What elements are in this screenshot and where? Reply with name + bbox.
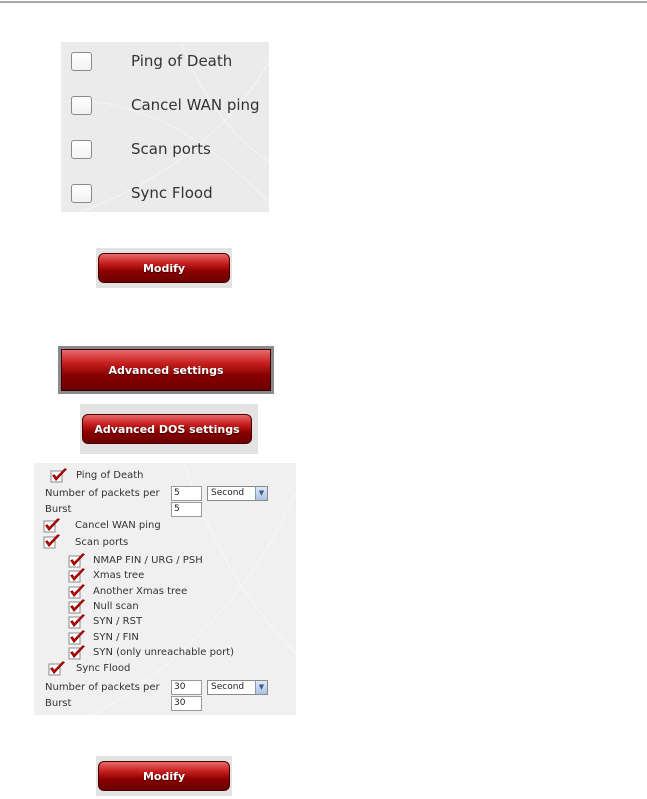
scan-ports-adv-checkbox[interactable] bbox=[43, 534, 61, 549]
sf-unit-select[interactable] bbox=[207, 680, 268, 695]
top-divider bbox=[0, 1, 647, 3]
sf-packets-label: Number of packets per bbox=[45, 682, 160, 693]
chevron-down-icon[interactable]: ▼ bbox=[255, 681, 267, 694]
ping-of-death-adv-label: Ping of Death bbox=[76, 470, 144, 481]
pod-packets-input[interactable]: 5 bbox=[171, 486, 202, 501]
cancel-wan-ping-checkbox[interactable] bbox=[71, 96, 92, 115]
basic-item-sync-flood bbox=[61, 174, 269, 212]
ping-of-death-label: Ping of Death bbox=[131, 52, 233, 70]
null-scan-label: Null scan bbox=[93, 601, 139, 612]
ping-of-death-checkbox[interactable] bbox=[71, 52, 92, 71]
advanced-settings-button[interactable]: Advanced settings bbox=[61, 349, 271, 391]
xmas-tree-checkbox[interactable] bbox=[68, 568, 86, 583]
sf-unit-value: Second bbox=[211, 682, 245, 692]
syn-fin-checkbox[interactable] bbox=[68, 630, 86, 645]
syn-fin-label: SYN / FIN bbox=[93, 632, 139, 643]
scan-ports-checkbox[interactable] bbox=[71, 140, 92, 159]
pod-burst-label: Burst bbox=[45, 504, 72, 515]
sf-burst-label: Burst bbox=[45, 698, 72, 709]
syn-unreachable-label: SYN (only unreachable port) bbox=[93, 647, 235, 658]
scan-ports-adv-label: Scan ports bbox=[75, 537, 129, 548]
nmap-label: NMAP FIN / URG / PSH bbox=[93, 555, 203, 566]
advanced-dos-panel bbox=[34, 463, 296, 715]
sf-burst-input[interactable]: 30 bbox=[171, 696, 202, 711]
another-xmas-tree-label: Another Xmas tree bbox=[93, 586, 188, 597]
null-scan-checkbox[interactable] bbox=[68, 599, 86, 614]
advanced-dos-settings-button[interactable]: Advanced DOS settings bbox=[82, 414, 252, 444]
pod-packets-label: Number of packets per bbox=[45, 488, 160, 499]
sync-flood-label: Sync Flood bbox=[131, 184, 213, 202]
modify-button-2[interactable]: Modify bbox=[98, 761, 230, 791]
sf-packets-input[interactable]: 30 bbox=[171, 680, 202, 695]
cancel-wan-ping-adv-label: Cancel WAN ping bbox=[75, 520, 161, 531]
sync-flood-adv-checkbox[interactable] bbox=[48, 661, 66, 676]
pod-unit-value: Second bbox=[211, 488, 245, 498]
syn-unreachable-checkbox[interactable] bbox=[68, 645, 86, 660]
nmap-checkbox[interactable] bbox=[68, 553, 86, 568]
pod-burst-input[interactable]: 5 bbox=[171, 502, 202, 517]
basic-item-ping-of-death bbox=[61, 42, 269, 86]
xmas-tree-label: Xmas tree bbox=[93, 570, 145, 581]
basic-dos-panel bbox=[61, 42, 269, 212]
scan-ports-label: Scan ports bbox=[131, 140, 211, 158]
modify-button[interactable]: Modify bbox=[98, 253, 230, 283]
basic-item-cancel-wan-ping bbox=[61, 86, 269, 130]
ping-of-death-adv-checkbox[interactable] bbox=[50, 468, 68, 483]
pod-unit-select[interactable] bbox=[207, 486, 268, 501]
cancel-wan-ping-adv-checkbox[interactable] bbox=[43, 518, 61, 533]
sync-flood-adv-label: Sync Flood bbox=[76, 663, 131, 674]
syn-rst-checkbox[interactable] bbox=[68, 614, 86, 629]
cancel-wan-ping-label: Cancel WAN ping bbox=[131, 96, 260, 114]
another-xmas-tree-checkbox[interactable] bbox=[68, 584, 86, 599]
chevron-down-icon[interactable]: ▼ bbox=[255, 487, 267, 500]
syn-rst-label: SYN / RST bbox=[93, 616, 143, 627]
basic-item-scan-ports bbox=[61, 130, 269, 174]
sync-flood-checkbox[interactable] bbox=[71, 184, 92, 203]
